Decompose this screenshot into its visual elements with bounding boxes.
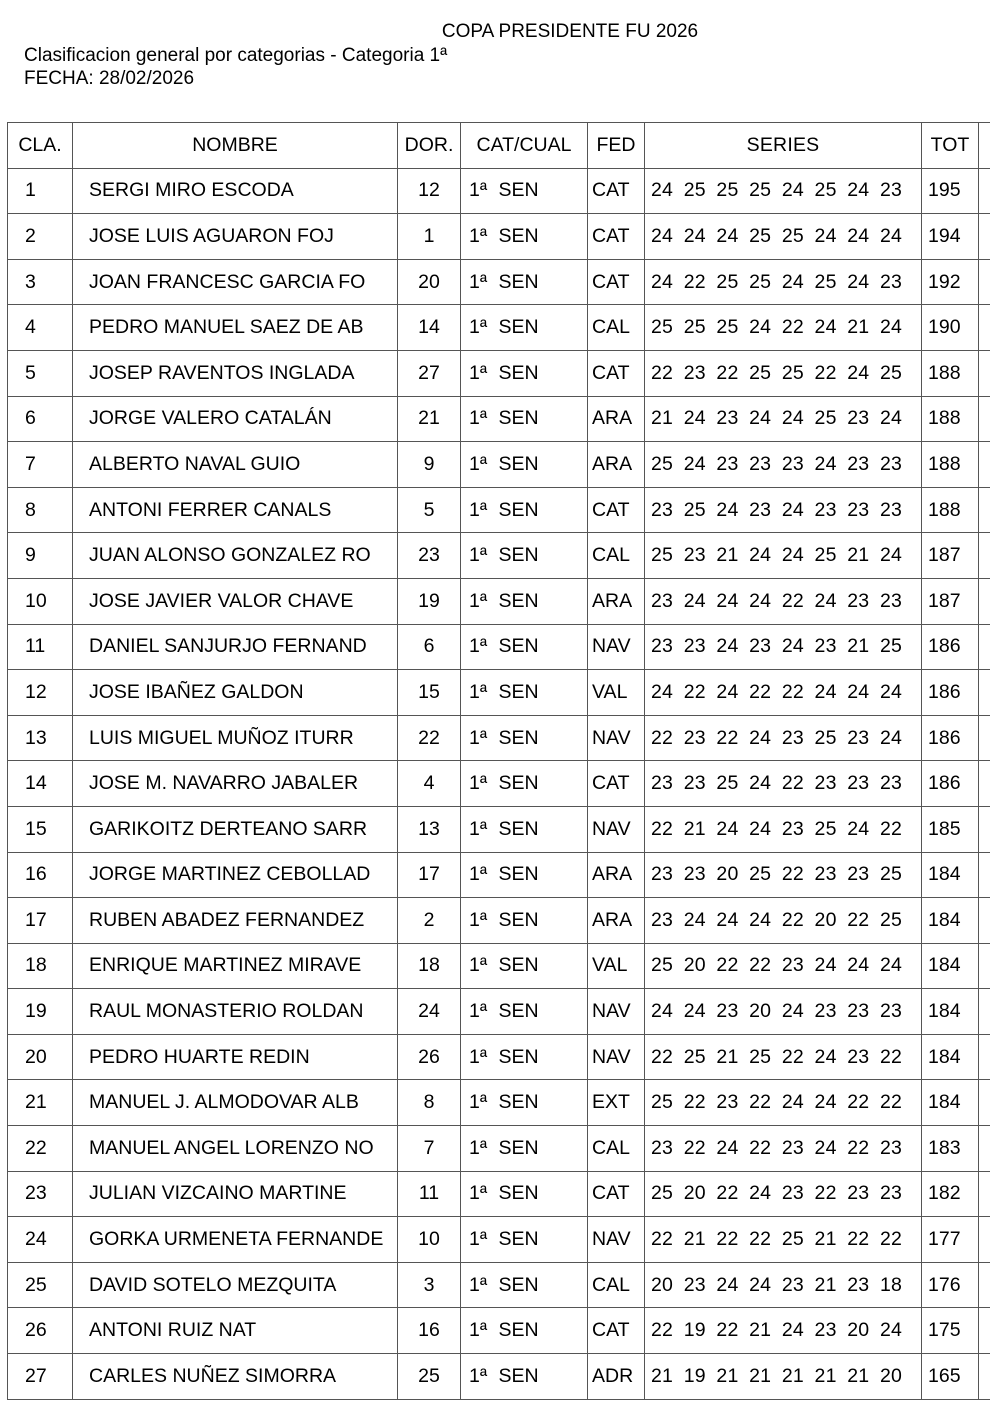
table-row xyxy=(8,533,990,579)
cell-tot: 192 xyxy=(922,259,979,305)
cell-fed: NAV xyxy=(588,1034,645,1080)
cell-tot: 187 xyxy=(922,533,979,579)
cell-cat: 1ª SEN xyxy=(461,1217,588,1263)
cell-nombre: JOSEP RAVENTOS INGLADA xyxy=(73,350,398,396)
cell-cat: 1ª SEN xyxy=(461,350,588,396)
table-row xyxy=(8,168,990,214)
cell-tot: 176 xyxy=(922,1262,979,1308)
cell-tot: 187 xyxy=(922,578,979,624)
cell-extra xyxy=(979,670,990,716)
cell-cla: 1 xyxy=(8,168,73,214)
cell-tot: 195 xyxy=(922,168,979,214)
cell-cat: 1ª SEN xyxy=(461,715,588,761)
table-row xyxy=(8,715,990,761)
cell-cat: 1ª SEN xyxy=(461,305,588,351)
cell-fed: ARA xyxy=(588,442,645,488)
cell-tot: 186 xyxy=(922,670,979,716)
cell-nombre: JOSE M. NAVARRO JABALER xyxy=(73,761,398,807)
cell-series: 23 23 25 24 22 23 23 23 xyxy=(645,761,922,807)
cell-series: 23 23 24 23 24 23 21 25 xyxy=(645,624,922,670)
cell-series: 23 24 24 24 22 20 22 25 xyxy=(645,898,922,944)
cell-dor: 25 xyxy=(398,1354,461,1400)
cell-cla: 22 xyxy=(8,1126,73,1172)
cell-extra xyxy=(979,1262,990,1308)
cell-fed: EXT xyxy=(588,1080,645,1126)
document-date: FECHA: 28/02/2026 xyxy=(24,68,195,89)
cell-cla: 16 xyxy=(8,852,73,898)
cell-nombre: CARLES NUÑEZ SIMORRA xyxy=(73,1354,398,1400)
table-row xyxy=(8,806,990,852)
cell-tot: 184 xyxy=(922,852,979,898)
cell-extra xyxy=(979,1308,990,1354)
cell-fed: NAV xyxy=(588,989,645,1035)
cell-extra xyxy=(979,1354,990,1400)
cell-nombre: GORKA URMENETA FERNANDE xyxy=(73,1217,398,1263)
cell-series: 24 22 24 22 22 24 24 24 xyxy=(645,670,922,716)
column-header-extra xyxy=(979,123,990,169)
cell-dor: 21 xyxy=(398,396,461,442)
cell-cla: 25 xyxy=(8,1262,73,1308)
cell-nombre: RAUL MONASTERIO ROLDAN xyxy=(73,989,398,1035)
cell-nombre: PEDRO MANUEL SAEZ DE AB xyxy=(73,305,398,351)
cell-fed: NAV xyxy=(588,806,645,852)
cell-dor: 19 xyxy=(398,578,461,624)
cell-nombre: SERGI MIRO ESCODA xyxy=(73,168,398,214)
cell-tot: 185 xyxy=(922,806,979,852)
cell-fed: CAT xyxy=(588,350,645,396)
cell-nombre: MANUEL J. ALMODOVAR ALB xyxy=(73,1080,398,1126)
cell-cat: 1ª SEN xyxy=(461,761,588,807)
cell-cat: 1ª SEN xyxy=(461,806,588,852)
cell-cla: 24 xyxy=(8,1217,73,1263)
cell-cla: 3 xyxy=(8,259,73,305)
cell-fed: CAT xyxy=(588,1171,645,1217)
cell-series: 25 24 23 23 23 24 23 23 xyxy=(645,442,922,488)
column-header-fed: FED xyxy=(588,123,645,169)
cell-tot: 183 xyxy=(922,1126,979,1172)
cell-dor: 8 xyxy=(398,1080,461,1126)
cell-cla: 19 xyxy=(8,989,73,1035)
cell-tot: 175 xyxy=(922,1308,979,1354)
results-table xyxy=(7,122,990,1400)
cell-fed: CAT xyxy=(588,214,645,260)
cell-dor: 6 xyxy=(398,624,461,670)
cell-dor: 26 xyxy=(398,1034,461,1080)
cell-cat: 1ª SEN xyxy=(461,396,588,442)
cell-series: 24 22 25 25 24 25 24 23 xyxy=(645,259,922,305)
cell-fed: ARA xyxy=(588,396,645,442)
cell-cat: 1ª SEN xyxy=(461,943,588,989)
cell-fed: VAL xyxy=(588,670,645,716)
cell-nombre: LUIS MIGUEL MUÑOZ ITURR xyxy=(73,715,398,761)
cell-tot: 165 xyxy=(922,1354,979,1400)
column-header-cat: CAT/CUAL xyxy=(461,123,588,169)
cell-extra xyxy=(979,305,990,351)
cell-cla: 21 xyxy=(8,1080,73,1126)
cell-cat: 1ª SEN xyxy=(461,1262,588,1308)
cell-series: 25 23 21 24 24 25 21 24 xyxy=(645,533,922,579)
cell-tot: 184 xyxy=(922,1034,979,1080)
column-header-nombre: NOMBRE xyxy=(73,123,398,169)
cell-cat: 1ª SEN xyxy=(461,1126,588,1172)
cell-extra xyxy=(979,852,990,898)
cell-cat: 1ª SEN xyxy=(461,670,588,716)
cell-cla: 5 xyxy=(8,350,73,396)
cell-dor: 13 xyxy=(398,806,461,852)
cell-series: 24 24 23 20 24 23 23 23 xyxy=(645,989,922,1035)
table-row xyxy=(8,350,990,396)
cell-series: 23 24 24 24 22 24 23 23 xyxy=(645,578,922,624)
cell-tot: 188 xyxy=(922,396,979,442)
cell-extra xyxy=(979,1126,990,1172)
cell-extra xyxy=(979,168,990,214)
table-row xyxy=(8,1080,990,1126)
table-row xyxy=(8,578,990,624)
cell-fed: CAT xyxy=(588,487,645,533)
table-row xyxy=(8,1126,990,1172)
cell-dor: 3 xyxy=(398,1262,461,1308)
cell-dor: 23 xyxy=(398,533,461,579)
cell-cla: 11 xyxy=(8,624,73,670)
cell-tot: 190 xyxy=(922,305,979,351)
cell-fed: CAL xyxy=(588,305,645,351)
cell-nombre: JORGE VALERO CATALÁN xyxy=(73,396,398,442)
cell-nombre: ENRIQUE MARTINEZ MIRAVE xyxy=(73,943,398,989)
cell-dor: 20 xyxy=(398,259,461,305)
cell-dor: 10 xyxy=(398,1217,461,1263)
cell-nombre: JOAN FRANCESC GARCIA FO xyxy=(73,259,398,305)
cell-cat: 1ª SEN xyxy=(461,1171,588,1217)
cell-series: 21 19 21 21 21 21 21 20 xyxy=(645,1354,922,1400)
cell-tot: 182 xyxy=(922,1171,979,1217)
cell-cla: 8 xyxy=(8,487,73,533)
cell-cat: 1ª SEN xyxy=(461,214,588,260)
table-row xyxy=(8,1171,990,1217)
cell-tot: 184 xyxy=(922,898,979,944)
cell-nombre: PEDRO HUARTE REDIN xyxy=(73,1034,398,1080)
cell-cla: 13 xyxy=(8,715,73,761)
cell-cat: 1ª SEN xyxy=(461,1034,588,1080)
cell-nombre: JULIAN VIZCAINO MARTINE xyxy=(73,1171,398,1217)
cell-dor: 9 xyxy=(398,442,461,488)
table-header-row xyxy=(8,123,990,169)
cell-cat: 1ª SEN xyxy=(461,989,588,1035)
cell-cla: 23 xyxy=(8,1171,73,1217)
cell-extra xyxy=(979,806,990,852)
table-row xyxy=(8,898,990,944)
cell-cla: 7 xyxy=(8,442,73,488)
cell-fed: ADR xyxy=(588,1354,645,1400)
cell-tot: 184 xyxy=(922,989,979,1035)
cell-fed: CAT xyxy=(588,168,645,214)
cell-fed: NAV xyxy=(588,715,645,761)
cell-cat: 1ª SEN xyxy=(461,1354,588,1400)
cell-cla: 2 xyxy=(8,214,73,260)
cell-cla: 4 xyxy=(8,305,73,351)
table-row xyxy=(8,1308,990,1354)
cell-fed: NAV xyxy=(588,1217,645,1263)
cell-series: 25 20 22 22 23 24 24 24 xyxy=(645,943,922,989)
cell-cat: 1ª SEN xyxy=(461,259,588,305)
table-row xyxy=(8,442,990,488)
cell-cla: 20 xyxy=(8,1034,73,1080)
table-row xyxy=(8,624,990,670)
cell-dor: 7 xyxy=(398,1126,461,1172)
cell-cla: 27 xyxy=(8,1354,73,1400)
cell-nombre: JOSE IBAÑEZ GALDON xyxy=(73,670,398,716)
cell-series: 24 24 24 25 25 24 24 24 xyxy=(645,214,922,260)
cell-dor: 27 xyxy=(398,350,461,396)
cell-cat: 1ª SEN xyxy=(461,168,588,214)
cell-nombre: ALBERTO NAVAL GUIO xyxy=(73,442,398,488)
cell-extra xyxy=(979,578,990,624)
cell-dor: 22 xyxy=(398,715,461,761)
table-row xyxy=(8,852,990,898)
cell-tot: 188 xyxy=(922,442,979,488)
column-header-cla: CLA. xyxy=(8,123,73,169)
cell-series: 25 22 23 22 24 24 22 22 xyxy=(645,1080,922,1126)
cell-series: 23 22 24 22 23 24 22 23 xyxy=(645,1126,922,1172)
cell-extra xyxy=(979,715,990,761)
cell-tot: 184 xyxy=(922,1080,979,1126)
cell-series: 25 20 22 24 23 22 23 23 xyxy=(645,1171,922,1217)
cell-extra xyxy=(979,989,990,1035)
cell-fed: CAT xyxy=(588,259,645,305)
cell-tot: 184 xyxy=(922,943,979,989)
cell-cla: 6 xyxy=(8,396,73,442)
cell-extra xyxy=(979,898,990,944)
cell-cla: 10 xyxy=(8,578,73,624)
cell-extra xyxy=(979,1080,990,1126)
cell-dor: 17 xyxy=(398,852,461,898)
table-row xyxy=(8,396,990,442)
table-row xyxy=(8,943,990,989)
table-row xyxy=(8,305,990,351)
cell-nombre: ANTONI RUIZ NAT xyxy=(73,1308,398,1354)
cell-dor: 24 xyxy=(398,989,461,1035)
cell-cat: 1ª SEN xyxy=(461,533,588,579)
cell-fed: CAL xyxy=(588,1262,645,1308)
cell-series: 22 23 22 24 23 25 23 24 xyxy=(645,715,922,761)
cell-dor: 2 xyxy=(398,898,461,944)
cell-series: 22 19 22 21 24 23 20 24 xyxy=(645,1308,922,1354)
cell-tot: 188 xyxy=(922,350,979,396)
table-row xyxy=(8,1034,990,1080)
document-subtitle: Clasificacion general por categorias - Categoria 1ª xyxy=(24,45,448,66)
cell-series: 22 23 22 25 25 22 24 25 xyxy=(645,350,922,396)
table-row xyxy=(8,761,990,807)
column-header-dor: DOR. xyxy=(398,123,461,169)
column-header-series: SERIES xyxy=(645,123,922,169)
cell-nombre: MANUEL ANGEL LORENZO NO xyxy=(73,1126,398,1172)
cell-fed: CAT xyxy=(588,761,645,807)
column-header-tot: TOT xyxy=(922,123,979,169)
cell-cla: 26 xyxy=(8,1308,73,1354)
cell-fed: CAL xyxy=(588,533,645,579)
cell-tot: 177 xyxy=(922,1217,979,1263)
cell-tot: 186 xyxy=(922,715,979,761)
cell-cla: 18 xyxy=(8,943,73,989)
cell-cat: 1ª SEN xyxy=(461,487,588,533)
cell-extra xyxy=(979,761,990,807)
table-row xyxy=(8,1354,990,1400)
cell-extra xyxy=(979,396,990,442)
table-body xyxy=(8,168,990,1399)
cell-extra xyxy=(979,1034,990,1080)
cell-fed: VAL xyxy=(588,943,645,989)
cell-fed: NAV xyxy=(588,624,645,670)
cell-dor: 5 xyxy=(398,487,461,533)
cell-tot: 188 xyxy=(922,487,979,533)
cell-dor: 11 xyxy=(398,1171,461,1217)
cell-fed: ARA xyxy=(588,852,645,898)
cell-series: 21 24 23 24 24 25 23 24 xyxy=(645,396,922,442)
cell-series: 25 25 25 24 22 24 21 24 xyxy=(645,305,922,351)
cell-extra xyxy=(979,442,990,488)
cell-fed: CAT xyxy=(588,1308,645,1354)
cell-extra xyxy=(979,533,990,579)
cell-cat: 1ª SEN xyxy=(461,1080,588,1126)
cell-series: 22 21 24 24 23 25 24 22 xyxy=(645,806,922,852)
table-row xyxy=(8,259,990,305)
cell-series: 22 25 21 25 22 24 23 22 xyxy=(645,1034,922,1080)
cell-cat: 1ª SEN xyxy=(461,442,588,488)
cell-extra xyxy=(979,487,990,533)
cell-nombre: ANTONI FERRER CANALS xyxy=(73,487,398,533)
cell-nombre: DANIEL SANJURJO FERNAND xyxy=(73,624,398,670)
cell-dor: 4 xyxy=(398,761,461,807)
table-row xyxy=(8,1262,990,1308)
cell-cla: 9 xyxy=(8,533,73,579)
cell-nombre: JUAN ALONSO GONZALEZ RO xyxy=(73,533,398,579)
cell-extra xyxy=(979,350,990,396)
cell-extra xyxy=(979,259,990,305)
cell-cat: 1ª SEN xyxy=(461,1308,588,1354)
cell-cla: 17 xyxy=(8,898,73,944)
cell-nombre: JORGE MARTINEZ CEBOLLAD xyxy=(73,852,398,898)
cell-nombre: GARIKOITZ DERTEANO SARR xyxy=(73,806,398,852)
table-row xyxy=(8,487,990,533)
cell-dor: 16 xyxy=(398,1308,461,1354)
cell-series: 22 21 22 22 25 21 22 22 xyxy=(645,1217,922,1263)
cell-fed: ARA xyxy=(588,578,645,624)
cell-dor: 14 xyxy=(398,305,461,351)
cell-extra xyxy=(979,214,990,260)
cell-series: 24 25 25 25 24 25 24 23 xyxy=(645,168,922,214)
cell-nombre: JOSE JAVIER VALOR CHAVE xyxy=(73,578,398,624)
cell-cla: 12 xyxy=(8,670,73,716)
table-row xyxy=(8,214,990,260)
cell-fed: CAL xyxy=(588,1126,645,1172)
cell-extra xyxy=(979,1171,990,1217)
cell-series: 20 23 24 24 23 21 23 18 xyxy=(645,1262,922,1308)
cell-nombre: DAVID SOTELO MEZQUITA xyxy=(73,1262,398,1308)
cell-tot: 186 xyxy=(922,761,979,807)
cell-cat: 1ª SEN xyxy=(461,852,588,898)
cell-cla: 15 xyxy=(8,806,73,852)
cell-extra xyxy=(979,624,990,670)
table-row xyxy=(8,670,990,716)
cell-cat: 1ª SEN xyxy=(461,624,588,670)
cell-dor: 15 xyxy=(398,670,461,716)
cell-tot: 186 xyxy=(922,624,979,670)
document-title: COPA PRESIDENTE FU 2026 xyxy=(441,21,699,42)
cell-cat: 1ª SEN xyxy=(461,578,588,624)
cell-dor: 1 xyxy=(398,214,461,260)
table-row xyxy=(8,1217,990,1263)
cell-dor: 12 xyxy=(398,168,461,214)
cell-extra xyxy=(979,1217,990,1263)
cell-series: 23 23 20 25 22 23 23 25 xyxy=(645,852,922,898)
cell-extra xyxy=(979,943,990,989)
cell-nombre: JOSE LUIS AGUARON FOJ xyxy=(73,214,398,260)
cell-fed: ARA xyxy=(588,898,645,944)
cell-cat: 1ª SEN xyxy=(461,898,588,944)
cell-nombre: RUBEN ABADEZ FERNANDEZ xyxy=(73,898,398,944)
table-row xyxy=(8,989,990,1035)
cell-cla: 14 xyxy=(8,761,73,807)
cell-series: 23 25 24 23 24 23 23 23 xyxy=(645,487,922,533)
cell-tot: 194 xyxy=(922,214,979,260)
cell-dor: 18 xyxy=(398,943,461,989)
